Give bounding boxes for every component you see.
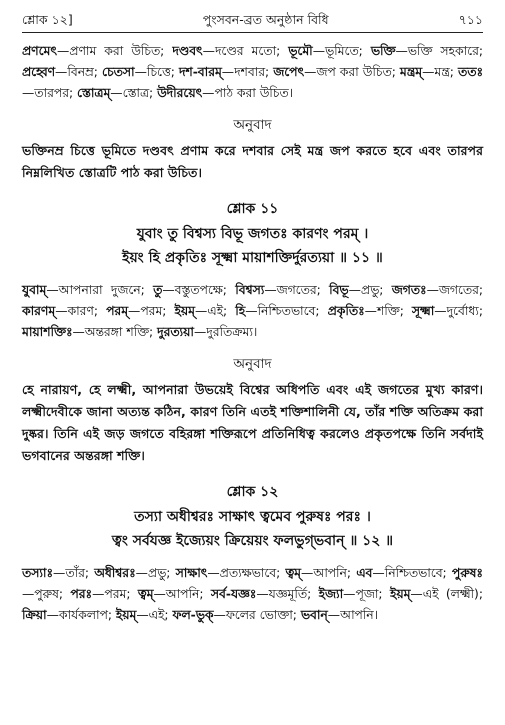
gloss-meaning: —দুরতিক্রম্য। <box>193 325 258 339</box>
word-gloss-verse-11 <box>22 280 483 343</box>
gloss-word: ইয়ম্ <box>389 587 411 601</box>
gloss-meaning: —ভক্তি সহকারে; <box>395 44 483 58</box>
page-header <box>22 10 483 30</box>
gloss-meaning: —দশবার; <box>221 65 274 79</box>
gloss-meaning: —নিশ্চিতভাবে; <box>372 566 452 580</box>
gloss-meaning: —জপ করা উচিত; <box>304 65 400 79</box>
gloss-word: ক্রিয়া <box>22 608 47 622</box>
gloss-meaning: —স্তোত্র; <box>110 86 158 100</box>
gloss-meaning: —দণ্ডের মতো; <box>202 44 289 58</box>
gloss-meaning: —পুরুষ; <box>22 587 71 601</box>
gloss-meaning: —বিনম্র; <box>55 65 103 79</box>
word-gloss-verse-12 <box>22 563 483 626</box>
gloss-word: ইজ্যা <box>318 587 344 601</box>
gloss-meaning: —আপনারা দুজনে; <box>46 283 154 297</box>
word-gloss-verse-10 <box>22 41 483 104</box>
gloss-word: এব <box>356 566 373 580</box>
gloss-meaning: —ভূমিতে; <box>312 44 371 58</box>
gloss-word: দশ-বারম্ <box>178 65 222 79</box>
gloss-word: ইয়ম্ <box>115 608 137 622</box>
gloss-meaning: —আপনি। <box>327 608 379 622</box>
translation-text-2: হে নারায়ণ, হে লক্ষ্মী, আপনারা উভয়েই বিশ্বের অধিপতি এবং এই জগতের মুখ্য কারণ। লক্ষ্মীদেবীকে জানা অত্যন্ত কঠিন, কারণ তিনি এতই শক্তিশালিনী যে, তাঁর শক্তি অতিক্রম করা দুষ্কর। তিনি এই জড় জগতে বহিরঙ্গা শক্তিরূপে প্রতিনিধিত্ব করলেও প্রকৃতপক্ষে তিনি সর্বদাই ভগবানের অন্তরঙ্গা শক্তি। <box>22 382 483 463</box>
gloss-word: ত্বম্ <box>137 587 154 601</box>
gloss-word: পরঃ <box>70 587 93 601</box>
gloss-word: উদীরয়েৎ <box>157 86 203 100</box>
gloss-word: প্রণমেৎ <box>22 44 57 58</box>
gloss-meaning: —মন্ত্র; <box>422 65 458 79</box>
header-rule <box>22 32 483 33</box>
gloss-meaning: —প্রভু; <box>348 283 392 297</box>
gloss-word: জপেৎ <box>273 65 305 79</box>
gloss-word: বিশ্বস্য <box>235 283 265 297</box>
gloss-word: কারণম্ <box>22 304 56 318</box>
verse-12-line-1: তস্যা অধীশ্বরঃ সাক্ষাৎ ত্বমেব পুরুষঃ পরঃ । <box>134 509 371 525</box>
gloss-word: ততঃ <box>457 65 483 79</box>
gloss-meaning: —পরম; <box>92 587 138 601</box>
gloss-meaning: —জগতের; <box>426 283 483 297</box>
gloss-word: ইয়ম্ <box>174 304 195 318</box>
header-chapter-title: পুংসবন-ব্রত অনুষ্ঠান বিধি <box>202 12 329 27</box>
gloss-word: দণ্ডবৎ <box>172 44 203 58</box>
gloss-word: বিভূ <box>329 283 349 297</box>
gloss-meaning: —কারণ; <box>55 304 107 318</box>
gloss-word: চেতসা <box>102 65 135 79</box>
gloss-word: মায়াশক্তিঃ <box>22 325 73 339</box>
verse-12-title: শ্লোক ১২ <box>226 484 279 500</box>
gloss-word: জগতঃ <box>391 283 427 297</box>
gloss-word: ভবান্ <box>300 608 328 622</box>
gloss-meaning: —জগতের; <box>264 283 330 297</box>
gloss-meaning: —প্রণাম করা উচিত; <box>56 44 173 58</box>
gloss-word: যুবাম্ <box>22 283 47 297</box>
gloss-word: তস্যাঃ <box>22 566 54 580</box>
gloss-meaning: —তাঁর; <box>53 566 95 580</box>
verse-11-title: শ্লোক ১১ <box>226 201 279 217</box>
gloss-word: পরম্ <box>106 304 129 318</box>
gloss-meaning: —কার্যকলাপ; <box>46 608 116 622</box>
gloss-word: মন্ত্রম্ <box>399 65 423 79</box>
translation-heading-2: অনুবাদ <box>233 356 272 372</box>
gloss-word: ফল-ভুক্ <box>172 608 214 622</box>
gloss-word: প্রকৃতিঃ <box>327 304 365 318</box>
translation-text-1: ভক্তিনম্র চিত্তে ভূমিতে দণ্ডবৎ প্রণাম করে দশবার সেই মন্ত্র জপ করতে হবে এবং তারপর নিম্নলিখিত স্তোত্রটি পাঠ করা উচিত। <box>22 143 483 180</box>
gloss-word: সর্ব-যজ্ঞঃ <box>210 587 257 601</box>
translation-heading-1: অনুবাদ <box>233 117 272 133</box>
gloss-meaning: —এই (লক্ষ্মী); <box>410 587 483 601</box>
gloss-word: ভূমৌ <box>288 44 313 58</box>
header-verse-ref: শ্লোক ১২] <box>22 12 73 27</box>
gloss-word: সাক্ষাৎ <box>175 566 208 580</box>
gloss-word: প্রহ্বেণ <box>22 65 56 79</box>
gloss-word: অধীশ্বরঃ <box>94 566 136 580</box>
gloss-meaning: —নিশ্চিতভাবে; <box>245 304 328 318</box>
gloss-meaning: —প্রভু; <box>135 566 176 580</box>
gloss-meaning: —পাঠ করা উচিত। <box>202 86 294 100</box>
gloss-meaning: —এই; <box>136 608 173 622</box>
verse-11-line-2: ইয়ং হি প্রকৃতিঃ সূক্ষ্মা মায়াশক্তির্দুরত্যয়া ॥ ১১ ॥ <box>122 250 383 266</box>
gloss-word: হি <box>235 304 246 318</box>
gloss-word: সূক্ষ্মা <box>411 304 435 318</box>
gloss-word: ভক্তি <box>370 44 396 58</box>
verse-12-text <box>22 505 483 553</box>
gloss-meaning: —আপনি; <box>301 566 357 580</box>
gloss-word: দুরত্যয়া <box>157 325 194 339</box>
gloss-word: তু <box>153 283 163 297</box>
gloss-word: ত্বম্ <box>285 566 302 580</box>
gloss-meaning: —যজ্ঞমূর্তি; <box>256 587 319 601</box>
gloss-meaning: —তারপর; <box>22 86 78 100</box>
gloss-meaning: —অন্তরঙ্গা শক্তি; <box>72 325 158 339</box>
gloss-meaning: —পরম; <box>128 304 175 318</box>
header-page-number: ৭১১ <box>458 12 483 27</box>
gloss-meaning: —প্রত্যক্ষভাবে; <box>207 566 286 580</box>
gloss-meaning: —দুর্বোধ্য; <box>434 304 483 318</box>
gloss-word: পুরুষঃ <box>451 566 483 580</box>
gloss-meaning: —চিত্তে; <box>134 65 179 79</box>
gloss-meaning: —শক্তি; <box>364 304 412 318</box>
verse-12-line-2: ত্বং সর্বযজ্ঞ ইজ্যেয়ং ক্রিয়েয়ং ফলভুগ্‌ভবান্ ॥ ১২ ॥ <box>111 533 394 549</box>
gloss-meaning: —পূজা; <box>343 587 390 601</box>
book-page <box>22 10 483 626</box>
verse-11-text <box>22 222 483 270</box>
gloss-meaning: —বস্তুতপক্ষে; <box>162 283 236 297</box>
gloss-meaning: —আপনি; <box>153 587 211 601</box>
gloss-word: স্তোত্রম্ <box>77 86 111 100</box>
verse-11-line-1: যুবাং তু বিশ্বস্য বিভূ জগতঃ কারণং পরম্ । <box>136 226 369 242</box>
gloss-meaning: —ফলের ভোক্তা; <box>213 608 301 622</box>
gloss-meaning: —এই; <box>194 304 236 318</box>
